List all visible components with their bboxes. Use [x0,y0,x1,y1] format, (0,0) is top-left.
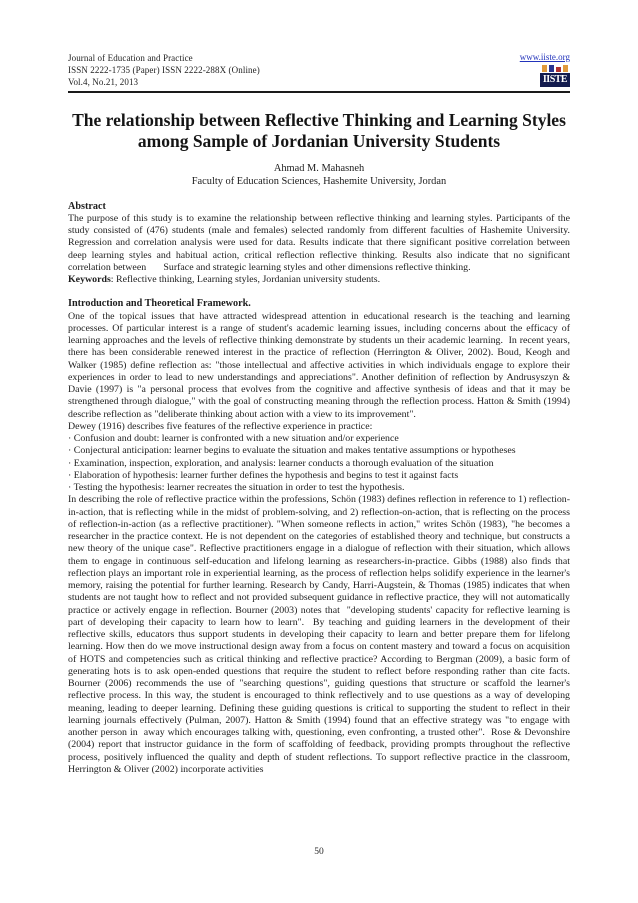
journal-volume: Vol.4, No.21, 2013 [68,77,139,87]
keywords-line [68,274,570,286]
introduction-section [68,298,570,776]
author-block [68,162,570,188]
dewey-bullet-4: · Elaboration of hypothesis: learner further defines the hypothesis and begins to test it against facts [68,469,459,481]
introduction-paragraph-2: In describing the role of reflective practice within the professions, Schön (1983) defines reflection in reference to 1) reflection-in-action, that is reflecting while in the midst of problem-solving, and 2) reflection-on-action, that is reflecting on the process of reflection-in-action (as a reflective practitioner). "When someone reflects in action," writes Schön (1983), "he becomes a researcher in the practice context. He is not dependent on the categories of established theory and technique, but constructs a new theory of the unique case". Reflective practitioners engage in a dialogue of reflection with their situation, which allows them to engage in continuous self-education and lifelong learning as researchers-in-practice. Gibbs (1988) also finds that reflection plays an important role in experiential learning, as the process of reflection helps solidify experience in the learner's memory, raising the potential for further learning. Research by Candy, Harri-Augstein, & Thomas (1985) indicates that when students are not taught how to reflect and not provided subsequent guidance in reflective practice, they will not automatically practice or actively engage in reflection. Bourner (2003) notes that "developing students' capacity for reflective learning is part of developing their capacity to learn how to learn". By teaching and guiding learners in the development of their reflective skills, educators thus support students in developing their capacity to learn and better prepare them for lifelong learning. How then do we move instructional design away from a focus on content mastery and toward a focus on acquisition of HOTS and competencies such as critical thinking and reflective practice? According to Bergman (2009), a basic form of generating hots is to ask open-ended questions that require the student to reflect before responding rather than cite facts. Bourner (2006) recommends the use of "searching questions", guiding questions that structure or scaffold the learner's reflective process. In this way, the student is encouraged to think reflectively and to use questions as a way of developing meaning, leading to deeper learning. Defining these guiding questions is critical to supporting the student to reflect in their learning journals effectively (Pulman, 2007). Hatton & Smith (1994) found that an effective strategy was "to engage with another person in away which encourages talking with, questioning, even confronting, a trusted other". Rose & Devonshire (2004) report that instructor guidance in the form of scaffolding of feedback, providing prompts throughout the reflective process, positively influenced the quality and depth of student reflections. To support reflective practice in the classroom, Herrington & Oliver (2002) incorporate activities [68,494,570,775]
page-number: 50 [314,847,324,857]
page-title: The relationship between Reflective Thinking and Learning Styles among Sample of Jordanian University Students [72,110,566,152]
keywords-text: : Reflective thinking, Learning styles, Jordanian university students. [110,274,381,286]
author-name: Ahmad M. Mahasneh [273,162,365,174]
iiste-logo [540,65,570,87]
page-header [68,52,570,88]
author-affiliation: Faculty of Education Sciences, Hashemite University, Jordan [191,175,447,187]
dewey-bullet-2: · Conjectural anticipation: learner begins to evaluate the situation and makes tentative assumptions or hypotheses [68,445,516,457]
introduction-paragraph-1: One of the topical issues that have attracted widespread attention in educational research is the teaching and learning processes. Of particular interest is a range of student's academic learning issues, including concerns about the efficacy of learning approaches and the levels of reflective thinking demonstrate by students un their academic learning. In recent years, there has been considerable renewed interest in the practice of reflection (Herrington & Oliver, 2002). Boud, Keogh and Walker (1985) define reflection as: "those intellectual and affective activities in which individuals engage to explore their experiences in order to lead to new understandings and appreciations". Another definition of reflection by Andrusyszyn & Davie (1997) is "a personal process that evolves from the cognitive and affective synthesis of ideas and that it may be strengthened through dialogue," with the goal of constructing meaning through the reflection process. Hatton & Smith (1994) describe reflection as "deliberate thinking about action with a view to its improvement". [68,310,570,420]
dewey-bullet-3: · Examination, inspection, exploration, and analysis: learner conducts a thorough evaluation of the situation [68,457,494,469]
abstract-heading: Abstract [68,200,106,212]
journal-info [68,52,260,88]
journal-issn: ISSN 2222-1735 (Paper) ISSN 2222-288X (Online) [68,65,260,75]
dewey-intro-line: Dewey (1916) describes five features of the reflective experience in practice: [68,420,373,432]
header-divider [68,91,570,93]
logo-wordmark: IISTE [540,73,570,87]
journal-name: Journal of Education and Practice [68,53,193,63]
website-link[interactable]: www.iiste.org [519,52,570,62]
abstract-section [68,201,570,287]
logo-bars-icon [540,65,570,72]
header-right [520,52,570,87]
dewey-bullet-1: · Confusion and doubt: learner is confronted with a new situation and/or experience [68,433,399,445]
introduction-heading: Introduction and Theoretical Framework. [68,298,251,310]
abstract-text: The purpose of this study is to examine the relationship between reflective thinking and learning styles. Participants of the study consisted of (476) students (male and females) selected randomly from different faculties of Hashemite University. Regression and correlation analysis were used for data. Results indicate that there significant positive correlation between deep learning styles and habitual action, critical reflection reflective thinking. Results also indicate that no significant correlation between Surface and strategic learning styles and other dimensions reflective thinking. [68,212,570,273]
keywords-label: Keywords [68,274,111,286]
dewey-bullet-5: · Testing the hypothesis: learner recreates the situation in order to test the hypothesis. [68,482,405,494]
